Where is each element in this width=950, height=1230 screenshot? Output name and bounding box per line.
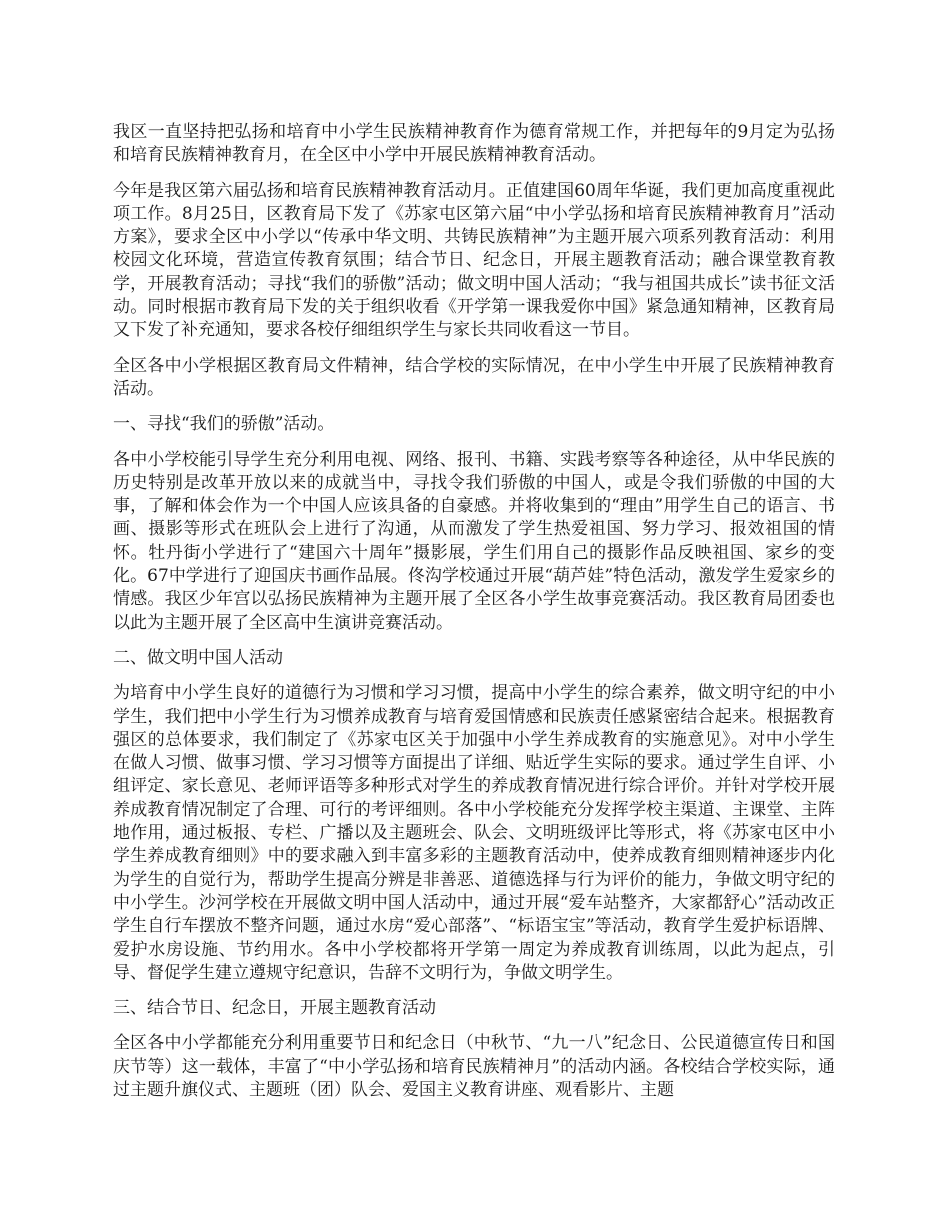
section-heading-1: 一、寻找“我们的骄傲”活动。 xyxy=(113,414,335,435)
paragraph-intro: 我区一直坚持把弘扬和培育中小学生民族精神教育作为德育常规工作，并把每年的9月定为弘扬和培育民族精神教育月，在全区中小学中开展民族精神教育活动。 xyxy=(113,122,835,166)
paragraph-section-1: 各中小学校能引导学生充分利用电视、网络、报刊、书籍、实践考察等各种途径，从中华民族的历史特别是改革开放以来的成就当中，寻找令我们骄傲的中国人，或是令我们骄傲的中国的大事，了解和体会作为一个中国人应该具备的自豪感。并将收集到的“理由”用学生自己的语言、书画、摄影等形式在班队会上进行了沟通，从而激发了学生热爱祖国、努力学习、报效祖国的情怀。牡丹街小学进行了“建国六十周年”摄影展，学生们用自己的摄影作品反映祖国、家乡的变化。67中学进行了迎国庆书画作品展。佟沟学校通过开展“葫芦娃”特色活动，激发学生爱家乡的情感。我区少年宫以弘扬民族精神为主题开展了全区各小学生故事竞赛活动。我区教育局团委也以此为主题开展了全区高中生演讲竞赛活动。 xyxy=(113,449,835,633)
paragraph-section-3: 全区各中小学都能充分利用重要节日和纪念日（中秋节、“九一八”纪念日、公民道德宣传日和国庆节等）这一载体，丰富了“中小学弘扬和培育民族精神月”的活动内涵。各校结合学校实际，通过主题升旗仪式、主题班（团）队会、爱国主义教育讲座、观看影片、主题 xyxy=(113,1033,835,1100)
document-body xyxy=(113,121,835,1114)
paragraph-sixth-session: 今年是我区第六届弘扬和培育民族精神教育活动月。正值建国60周年华诞，我们更加高度重视此项工作。8月25日，区教育局下发了《苏家屯区第六届“中小学弘扬和培育民族精神教育月”活动方案》，要求全区中小学以“传承中华文明、共铸民族精神”为主题开展六项系列教育活动：利用校园文化环境，营造宣传教育氛围；结合节日、纪念日，开展主题教育活动；融合课堂教育教学，开展教育活动；寻找“我们的骄傲”活动；做文明中国人活动；“我与祖国共成长”读书征文活动。同时根据市教育局下发的关于组织收看《开学第一课我爱你中国》紧急通知精神，区教育局又下发了补充通知，要求各校仔细组织学生与家长共同收看这一节目。 xyxy=(113,180,835,341)
section-heading-2: 二、做文明中国人活动 xyxy=(113,647,283,668)
section-heading-3: 三、结合节日、纪念日，开展主题教育活动 xyxy=(113,998,436,1019)
paragraph-section-2: 为培育中小学生良好的道德行为习惯和学习习惯，提高中小学生的综合素养，做文明守纪的中小学生，我们把中小学生行为习惯养成教育与培育爱国情感和民族责任感紧密结合起来。根据教育强区的总体要求，我们制定了《苏家屯区关于加强中小学生养成教育的实施意见》。对中小学生在做人习惯、做事习惯、学习习惯等方面提出了详细、贴近学生实际的要求。通过学生自评、小组评定、家长意见、老师评语等多种形式对学生的养成教育情况进行综合评价。并针对学校开展养成教育情况制定了合理、可行的考评细则。各中小学校能充分发挥学校主渠道、主课堂、主阵地作用，通过板报、专栏、广播以及主题班会、队会、文明班级评比等形式，将《苏家屯区中小学生养成教育细则》中的要求融入到丰富多彩的主题教育活动中，使养成教育细则精神逐步内化为学生的自觉行为，帮助学生提高分辨是非善恶、道德选择与行为评价的能力，争做文明守纪的中小学生。沙河学校在开展做文明中国人活动中，通过开展“爱车站整齐，大家都舒心”活动改正学生自行车摆放不整齐问题，通过水房“爱心部落”、“标语宝宝”等活动，教育学生爱护标语牌、爱护水房设施、节约用水。各中小学校都将开学第一周定为养成教育训练周，以此为起点，引导、督促学生建立遵规守纪意识，告辞不文明行为，争做文明学生。 xyxy=(113,683,835,983)
paragraph-overview: 全区各中小学根据区教育局文件精神，结合学校的实际情况，在中小学生中开展了民族精神教育活动。 xyxy=(113,355,835,399)
